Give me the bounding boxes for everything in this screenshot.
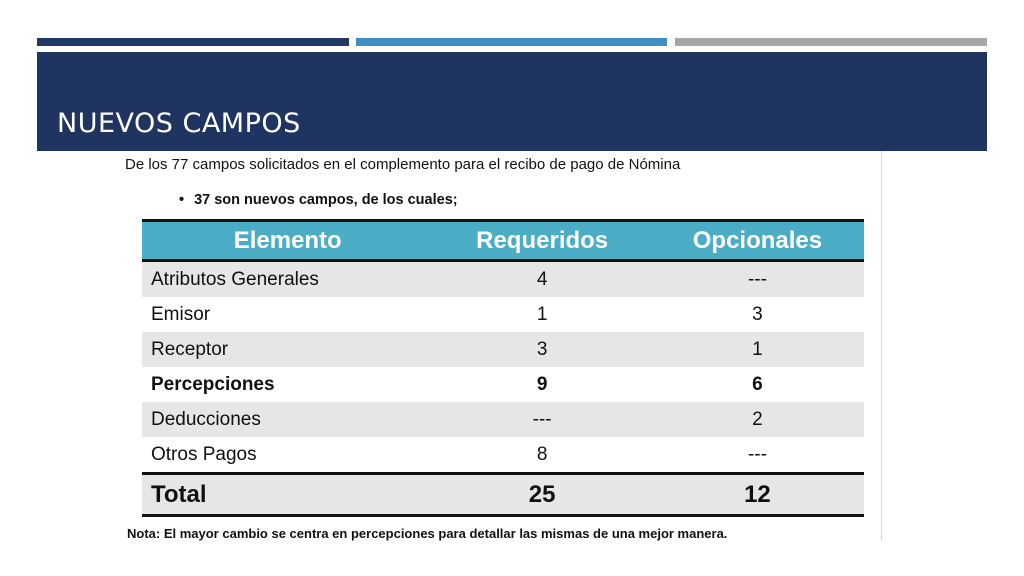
- cell-opcionales: 6: [651, 367, 864, 402]
- total-requeridos: 25: [433, 474, 650, 516]
- table-row: [142, 332, 864, 367]
- table-row: [142, 402, 864, 437]
- table-header-row: [142, 221, 864, 261]
- accent-bar-gray: [675, 38, 987, 46]
- cell-opcionales: ---: [651, 437, 864, 474]
- header-elemento: Elemento: [142, 221, 433, 261]
- cell-elemento: Emisor: [142, 297, 433, 332]
- cell-requeridos: 1: [433, 297, 650, 332]
- cell-requeridos: ---: [433, 402, 650, 437]
- slide-content: [117, 151, 882, 541]
- top-accent-bars: [37, 38, 987, 46]
- title-band: [37, 52, 987, 151]
- bullet-text: 37 son nuevos campos, de los cuales;: [194, 192, 458, 208]
- cell-opcionales: 1: [651, 332, 864, 367]
- cell-requeridos: 9: [433, 367, 650, 402]
- cell-elemento: Percepciones: [142, 367, 433, 402]
- cell-elemento: Otros Pagos: [142, 437, 433, 474]
- table-row: [142, 367, 864, 402]
- header-opcionales: Opcionales: [651, 221, 864, 261]
- cell-requeridos: 8: [433, 437, 650, 474]
- table-row: [142, 297, 864, 332]
- table-row: [142, 437, 864, 474]
- bullet-icon: •: [179, 192, 185, 208]
- cell-opcionales: 3: [651, 297, 864, 332]
- total-opcionales: 12: [651, 474, 864, 516]
- table-row: [142, 261, 864, 298]
- cell-opcionales: 2: [651, 402, 864, 437]
- accent-bar-blue: [356, 38, 667, 46]
- cell-elemento: Atributos Generales: [142, 261, 433, 298]
- header-requeridos: Requeridos: [433, 221, 650, 261]
- cell-elemento: Receptor: [142, 332, 433, 367]
- accent-bar-navy: [37, 38, 349, 46]
- cell-requeridos: 3: [433, 332, 650, 367]
- bullet-item: [179, 192, 458, 208]
- table-total-row: [142, 474, 864, 516]
- footnote: Nota: El mayor cambio se centra en percepciones para detallar las mismas de una mejor manera.: [127, 526, 728, 541]
- fields-table: [142, 219, 864, 517]
- slide-title: NUEVOS CAMPOS: [57, 108, 301, 139]
- cell-opcionales: ---: [651, 261, 864, 298]
- intro-text: De los 77 campos solicitados en el complemento para el recibo de pago de Nómina: [125, 156, 681, 173]
- cell-elemento: Deducciones: [142, 402, 433, 437]
- total-label: Total: [142, 474, 433, 516]
- cell-requeridos: 4: [433, 261, 650, 298]
